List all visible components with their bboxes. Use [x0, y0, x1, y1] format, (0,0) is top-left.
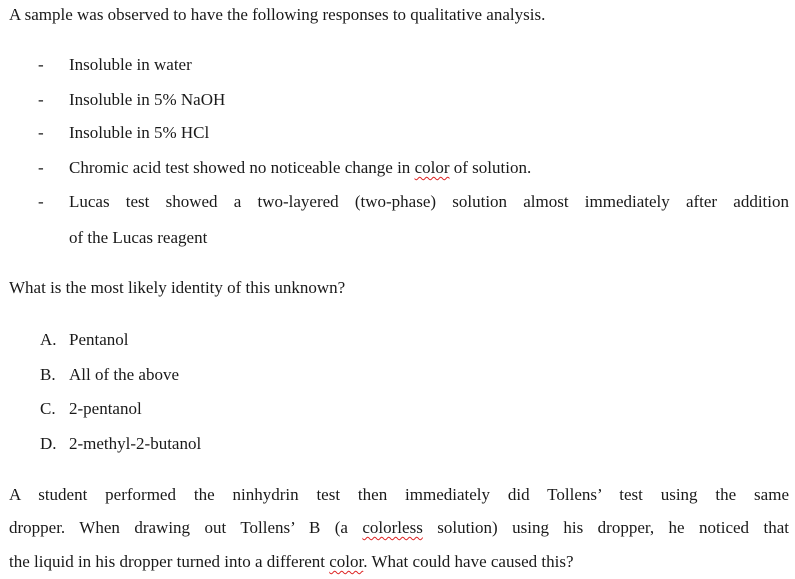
- list-bullet: -: [38, 55, 44, 74]
- question-text: What is the most likely identity of this unknown?: [9, 278, 346, 297]
- spellcheck-flagged-word[interactable]: colorless: [362, 518, 423, 537]
- option-text: 2-pentanol: [69, 399, 142, 418]
- list-item-text: Insoluble in 5% NaOH: [69, 90, 226, 109]
- list-item-text-continued: of the Lucas reagent: [69, 228, 208, 247]
- list-item-text: Insoluble in water: [69, 55, 192, 74]
- list-bullet: -: [38, 90, 44, 109]
- list-bullet: -: [38, 158, 44, 177]
- intro-text: A sample was observed to have the following responses to qualitative analysis.: [9, 5, 546, 24]
- paragraph-line: dropper. When drawing out Tollens’ B (a colorless solution) using his dropper, he noticed that: [9, 518, 789, 537]
- option-letter: A.: [40, 330, 57, 349]
- option-text: Pentanol: [69, 330, 129, 349]
- list-bullet: -: [38, 123, 44, 142]
- option-letter: B.: [40, 365, 56, 384]
- spellcheck-flagged-word[interactable]: color: [414, 158, 450, 177]
- list-item-text: Chromic acid test showed no noticeable change in color of solution.: [69, 158, 532, 177]
- paragraph-line: the liquid in his dropper turned into a different color. What could have caused this?: [9, 552, 574, 571]
- paragraph-line: A student performed the ninhydrin test then immediately did Tollens’ test using the same: [9, 485, 789, 504]
- option-letter: C.: [40, 399, 56, 418]
- list-bullet: -: [38, 192, 44, 211]
- list-item-text: Lucas test showed a two-layered (two-phase) solution almost immediately after addition: [69, 192, 789, 211]
- option-text: 2-methyl-2-butanol: [69, 434, 202, 453]
- list-item-text: Insoluble in 5% HCl: [69, 123, 210, 142]
- spellcheck-flagged-word[interactable]: color: [329, 552, 364, 571]
- option-letter: D.: [40, 434, 57, 453]
- option-text: All of the above: [69, 365, 179, 384]
